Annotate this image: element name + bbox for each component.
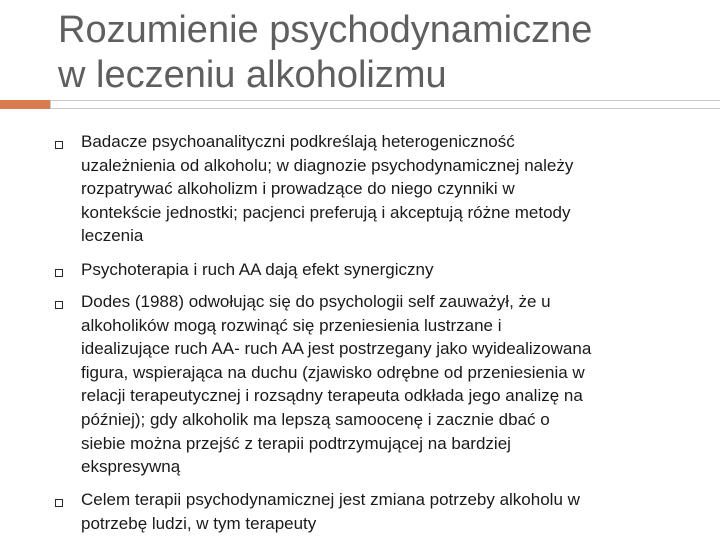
bullet-line: potrzebę ludzi, w tym terapeuty xyxy=(81,513,317,533)
bullet-text xyxy=(81,258,691,282)
bullet-line: figura, wspierająca na duchu (zjawisko odrębne od przeniesienia w xyxy=(81,362,585,382)
bullet-line: kontekście jednostki; pacjenci preferują i akceptują różne metody xyxy=(81,202,571,222)
bullet-text xyxy=(81,130,691,248)
bullet-line: później); gdy alkoholik ma lepszą samoocenę i zacznie dbać o xyxy=(81,409,550,429)
bullet-line: idealizujące ruch AA- ruch AA jest postrzegany jako wyidealizowana xyxy=(81,339,592,359)
square-bullet-icon xyxy=(55,499,63,507)
slide-title-line: Rozumienie psychodynamiczne xyxy=(58,9,593,51)
bullet-text xyxy=(81,488,691,535)
bullet-line: alkoholików mogą rozwinąć się przeniesienia lustrzane i xyxy=(81,315,502,335)
bullet-text xyxy=(81,290,691,479)
square-bullet-icon xyxy=(55,141,63,149)
square-bullet-icon xyxy=(55,269,63,277)
slide-title xyxy=(58,8,708,100)
bullet-line: siebie można przejść z terapii podtrzymującej na bardziej xyxy=(81,433,511,453)
square-bullet-icon xyxy=(55,301,63,309)
bullet-line: leczenia xyxy=(81,226,144,246)
bullet-line: Badacze psychoanalityczni podkreślają heterogeniczność xyxy=(81,132,515,151)
title-divider xyxy=(50,100,720,109)
slide-title-line: w leczeniu alkoholizmu xyxy=(58,54,447,96)
bullet-line: Celem terapii psychodynamicznej jest zmiana potrzeby alkoholu w xyxy=(81,490,580,509)
bullet-line: Psychoterapia i ruch AA dają efekt synergiczny xyxy=(81,260,434,279)
bullet-line: rozpatrywać alkoholizm i prowadzące do niego czynniki w xyxy=(81,179,515,199)
bullet-line: uzależnienia od alkoholu; w diagnozie psychodynamicznej należy xyxy=(81,155,574,175)
bullet-line: relacji terapeutycznej i rozsądny terapeuta odkłada jego analizę na xyxy=(81,386,583,406)
title-accent-bar xyxy=(0,100,50,109)
bullet-line: Dodes (1988) odwołując się do psychologii self zauważył, że u xyxy=(81,292,551,311)
bullet-line: ekspresywną xyxy=(81,457,181,477)
